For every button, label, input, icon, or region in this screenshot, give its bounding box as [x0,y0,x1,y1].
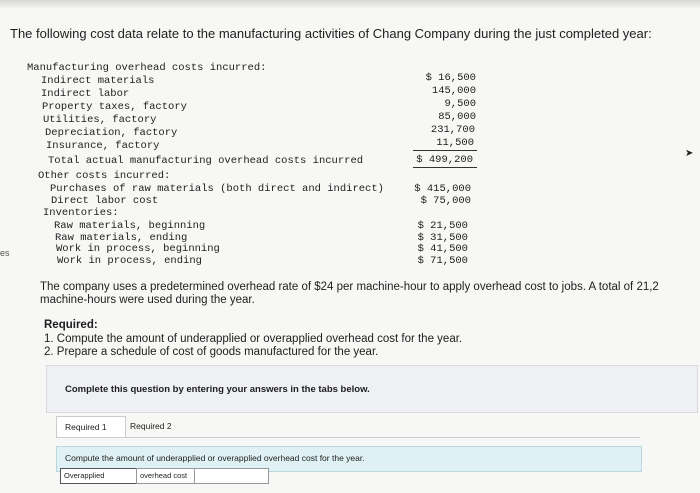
overhead-label: Property taxes, factory [42,101,187,113]
subtotal-rule [413,150,477,151]
other-amount: $ 75,000 [420,195,471,207]
tab-required-2[interactable]: Required 2 [130,421,172,431]
other-label: Purchases of raw materials (both direct and indirect) [50,183,384,195]
overhead-cost-label: overhead cost [136,468,195,484]
cursor-arrow-icon: ➤ [685,148,694,159]
instructions-panel [46,365,698,413]
rate-text-continued: machine-hours were used during the year. [40,294,255,306]
overhead-amount: 9,500 [444,98,476,110]
overhead-amount: $ 16,500 [425,72,476,84]
overhead-total-label: Total actual manufacturing overhead costs incurred [48,155,364,167]
intro-text: The following cost data relate to the manufacturing activities of Chang Company during the just completed year: [10,26,652,41]
required-item: 1. Compute the amount of underapplied or overapplied overhead cost for the year. [44,333,463,345]
inventories-heading: Inventories: [43,207,119,219]
overhead-amount: 11,500 [436,137,474,149]
overhead-label: Indirect labor [41,88,130,100]
required-item: 2. Prepare a schedule of cost of goods manufactured for the year. [44,346,379,358]
inventory-label: Work in process, beginning [56,243,220,255]
applied-select[interactable]: Overapplied [60,468,137,484]
tab-required-1[interactable]: Required 1 [56,416,126,438]
other-label: Direct labor cost [51,195,159,207]
inventory-label: Raw materials, beginning [54,220,206,232]
tab-divider [56,437,640,438]
inventory-label: Work in process, ending [57,255,202,267]
top-strip [0,0,700,8]
other-amount: $ 415,000 [414,183,471,195]
inventory-amount: $ 31,500 [417,232,468,244]
required-heading: Required: [44,319,98,331]
overhead-amount: 85,000 [438,111,476,123]
overhead-label: Depreciation, factory [45,127,178,139]
overhead-label: Utilities, factory [43,114,157,126]
overhead-label: Indirect materials [41,75,155,87]
overhead-amount: 231,700 [430,124,475,136]
side-fragment: es [0,248,10,258]
amount-input[interactable] [194,468,269,484]
overhead-label: Insurance, factory [46,140,160,152]
instruction-text: Compute the amount of underapplied or overapplied overhead cost for the year. [65,453,365,463]
panel-text: Complete this question by entering your answers in the tabs below. [65,384,370,395]
overhead-heading: Manufacturing overhead costs incurred: [27,62,267,74]
overhead-total-amount: $ 499,200 [416,154,473,166]
inventory-amount: $ 41,500 [417,243,468,255]
inventory-amount: $ 21,500 [417,220,468,232]
other-heading: Other costs incurred: [38,170,171,182]
inventory-label: Raw materials, ending [55,232,188,244]
inventory-amount: $ 71,500 [417,255,468,267]
total-rule [413,167,477,168]
rate-text: The company uses a predetermined overhead rate of $24 per machine-hour to apply overhead cost to jobs. A total of 21,2 [40,281,659,293]
overhead-amount: 145,000 [431,85,476,97]
